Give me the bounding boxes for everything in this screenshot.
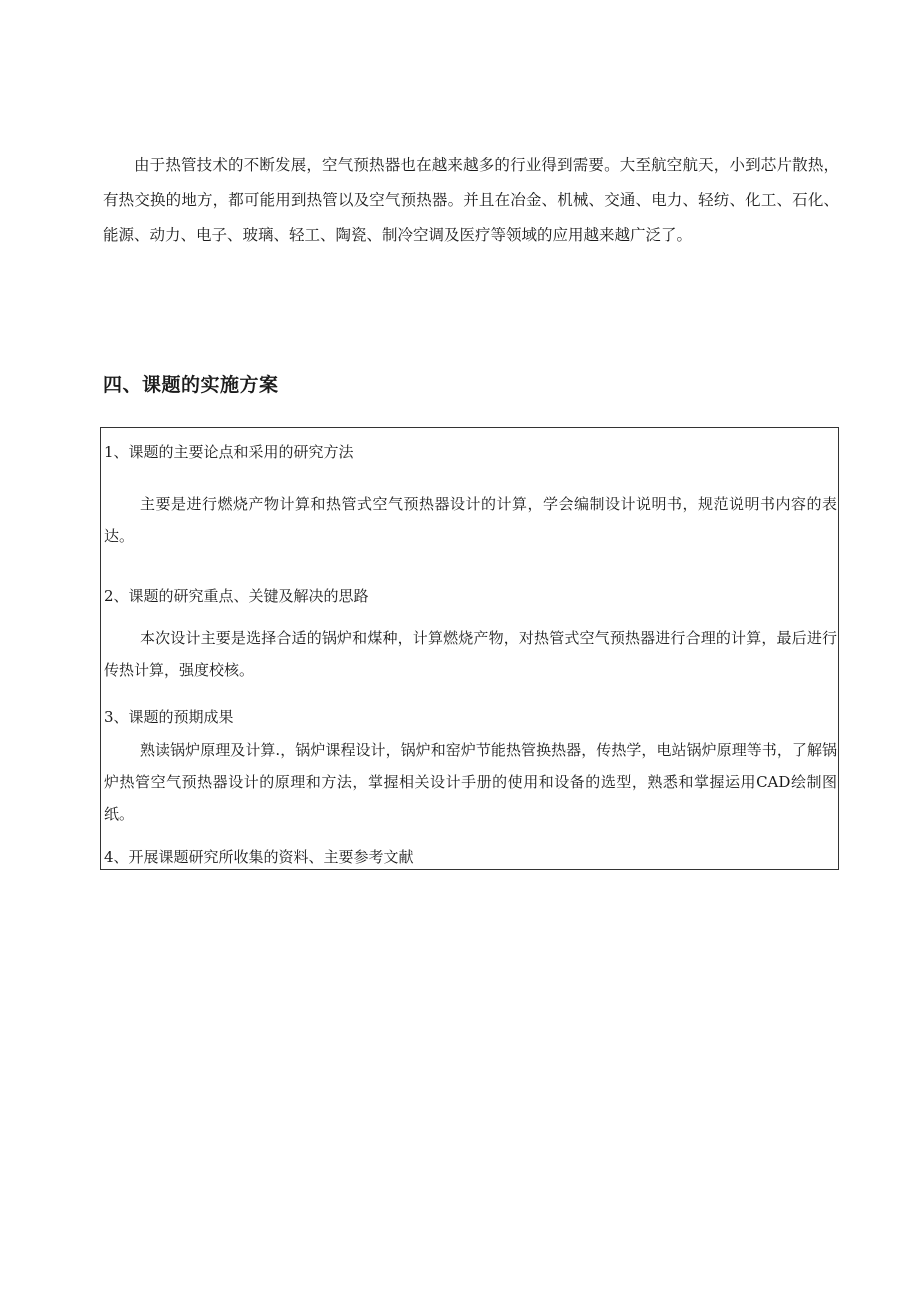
section-title: 四、课题的实施方案 bbox=[103, 374, 279, 396]
item-2-heading: 2、课题的研究重点、关键及解决的思路 bbox=[104, 587, 369, 605]
item-1-body: 主要是进行燃烧产物计算和热管式空气预热器设计的计算，学会编制设计说明书，规范说明书内容的表达。 bbox=[104, 495, 837, 545]
item-3-body: 熟读锅炉原理及计算.，锅炉课程设计，锅炉和窑炉节能热管换热器，传热学，电站锅炉原理等书，了解锅炉热管空气预热器设计的原理和方法，掌握相关设计手册的使用和设备的选型，熟悉和掌握运用CAD绘制图纸。 bbox=[104, 741, 837, 823]
item-3-heading: 3、课题的预期成果 bbox=[104, 708, 234, 726]
item-1-heading: 1、课题的主要论点和采用的研究方法 bbox=[104, 443, 354, 461]
intro-paragraph: 由于热管技术的不断发展，空气预热器也在越来越多的行业得到需要。大至航空航天，小到芯片散热，有热交换的地方，都可能用到热管以及空气预热器。并且在冶金、机械、交通、电力、轻纺、化工、石化、能源、动力、电子、玻璃、轻工、陶瓷、制冷空调及医疗等领域的应用越来越广泛了。 bbox=[103, 156, 839, 244]
implementation-plan-box bbox=[100, 427, 839, 870]
item-2-body: 本次设计主要是选择合适的锅炉和煤种，计算燃烧产物，对热管式空气预热器进行合理的计算，最后进行传热计算，强度校核。 bbox=[104, 629, 837, 679]
item-4-heading: 4、开展课题研究所收集的资料、主要参考文献 bbox=[104, 848, 414, 866]
